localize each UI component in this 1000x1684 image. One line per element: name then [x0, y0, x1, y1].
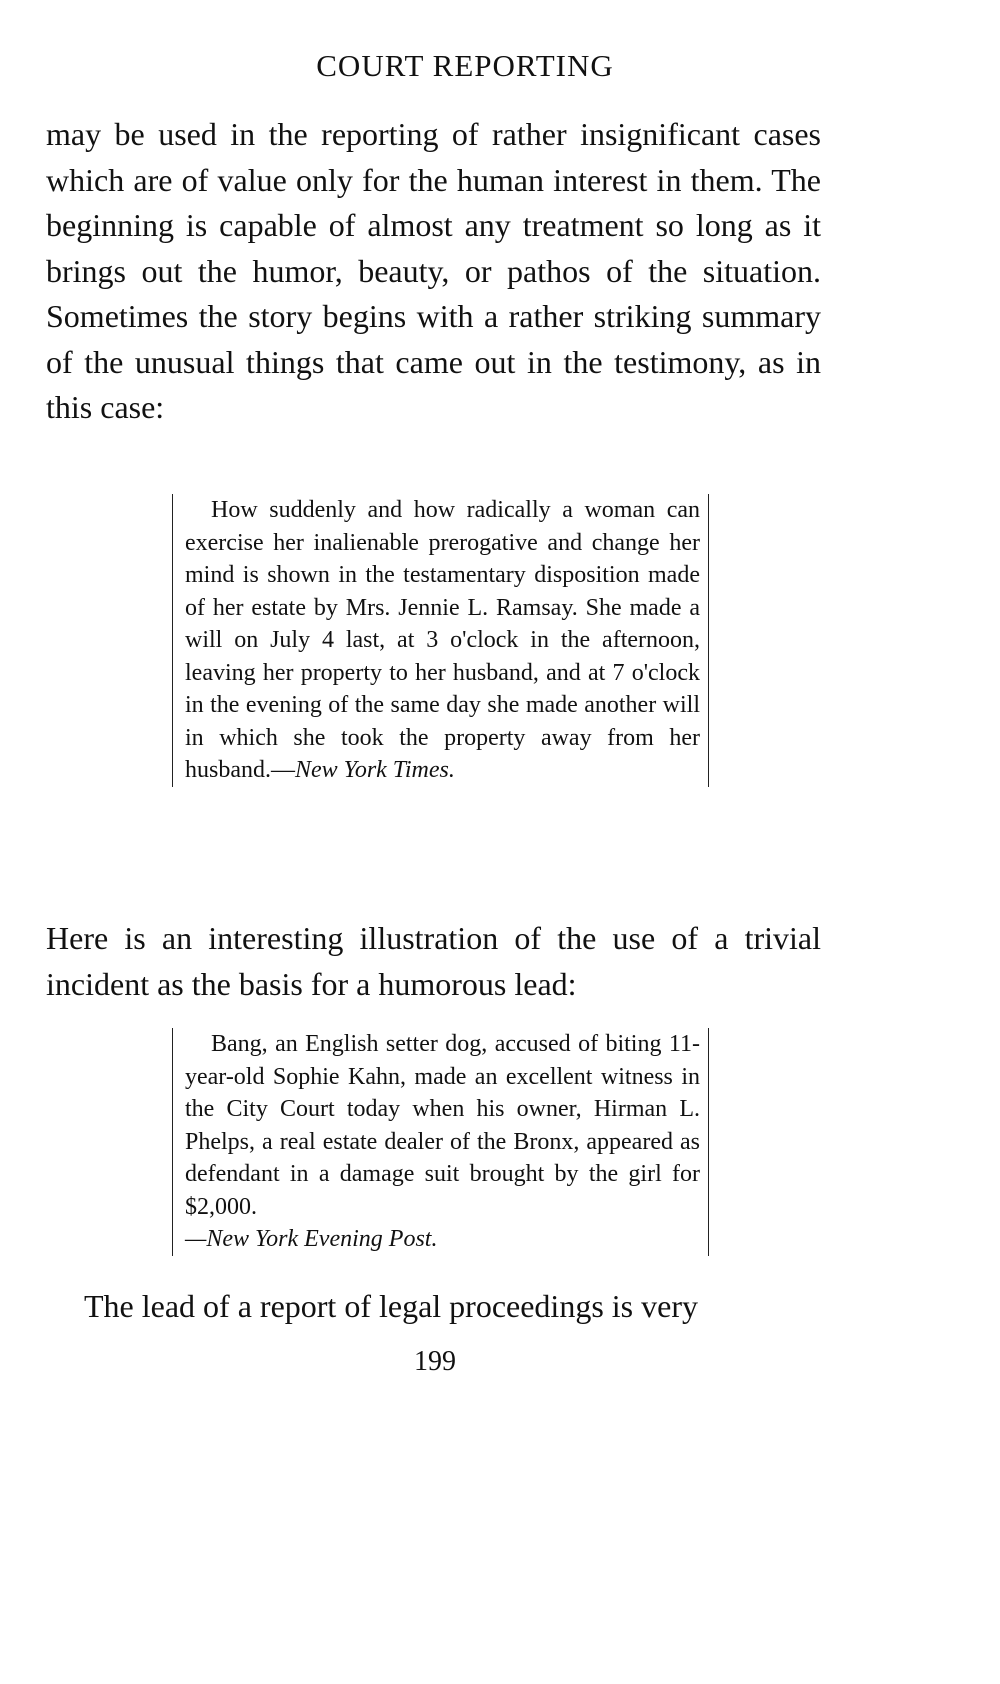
quote-attribution: New York Times.: [295, 757, 455, 783]
body-paragraph: Here is an interesting illustration of the use of a trivial incident as the basis for a humorous lead:: [46, 920, 821, 1002]
quote-text: [185, 1028, 700, 1256]
body-paragraph: The lead of a report of legal proceedings is very: [84, 1288, 698, 1324]
block-quote: [172, 1028, 709, 1256]
page-number: 199: [414, 1346, 456, 1377]
quote-body: How suddenly and how radically a woman can exercise her inalienable prerogative and change her mind is shown in the testamentary disposition made of her estate by Mrs. Jennie L. Ramsay. She made a will on July 4 last, at 3 o'clock in the afternoon, leaving her property to her husband, and at 7 o'clock in the evening of the same day she made another will in which she took the property away from her husband.—: [185, 497, 700, 783]
block-quote: [172, 494, 709, 787]
body-paragraph: may be used in the reporting of rather insignificant cases which are of value only for the human interest in them. The beginning is capable of almost any treatment so long as it brings out the humor, beauty, or pathos of the situation. Sometimes the story begins with a rather striking summary of the unusual things that came out in the testimony, as in this case:: [46, 116, 821, 425]
running-head: COURT REPORTING: [316, 48, 614, 83]
quote-attribution: —New York Evening Post.: [185, 1226, 438, 1252]
quote-body: Bang, an English setter dog, accused of biting 11-year-old Sophie Kahn, made an excellent witness in the City Court today when his owner, Hirman L. Phelps, a real estate dealer of the Bronx, appeared as defendant in a damage suit brought by the girl for $2,000.: [185, 1031, 700, 1220]
quote-text: [185, 494, 700, 787]
